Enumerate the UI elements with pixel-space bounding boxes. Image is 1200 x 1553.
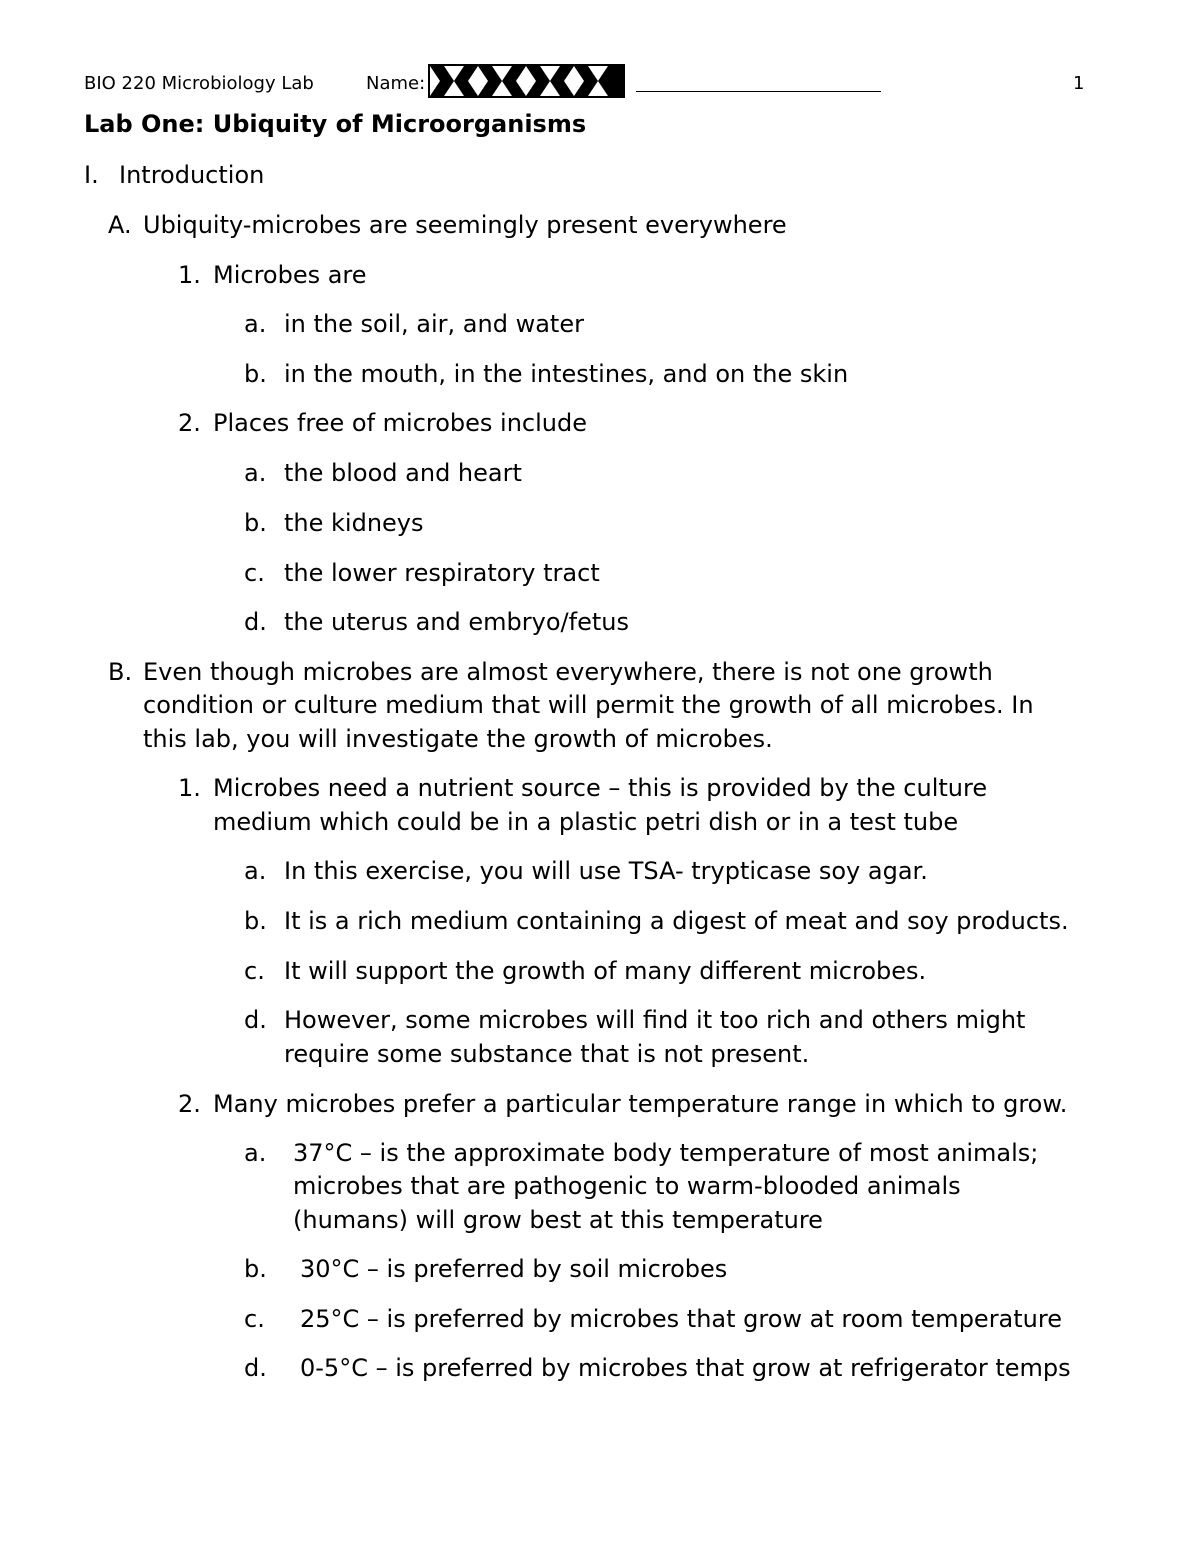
- section-heading: Introduction: [119, 161, 265, 189]
- outline-item-B2b: 30°C – is preferred by soil microbes: [300, 1255, 728, 1283]
- outline-item-B1b: It is a rich medium containing a digest of meat and soy products.: [284, 907, 1069, 935]
- page-number: 1: [1073, 73, 1085, 94]
- outline-marker-A1: 1.: [178, 261, 201, 289]
- outline-marker-A2: 2.: [178, 409, 201, 437]
- outline-item-B1c: It will support the growth of many different microbes.: [284, 957, 927, 985]
- outline-marker-A2a: a.: [244, 459, 267, 487]
- outline-item-B2a-line2: microbes that are pathogenic to warm-blooded animals: [293, 1172, 961, 1200]
- outline-item-B1d-line1: However, some microbes will find it too rich and others might: [284, 1006, 1026, 1034]
- outline-item-B1d-line2: require some substance that is not present.: [284, 1040, 810, 1068]
- outline-item-B2a-line3: (humans) will grow best at this temperature: [293, 1206, 823, 1234]
- outline-marker-B1a: a.: [244, 857, 267, 885]
- section-marker: I.: [84, 161, 99, 189]
- outline-marker-B2d: d.: [244, 1354, 267, 1382]
- outline-item-A2d: the uterus and embryo/fetus: [284, 608, 629, 636]
- outline-item-B1-line1: Microbes need a nutrient source – this is provided by the culture: [213, 774, 988, 802]
- course-name: BIO 220 Microbiology Lab: [84, 73, 314, 94]
- outline-marker-B1b: b.: [244, 907, 267, 935]
- outline-item-B-line2: condition or culture medium that will permit the growth of all microbes. In: [143, 691, 1034, 719]
- redacted-name-box: [428, 64, 625, 98]
- outline-item-A1a: in the soil, air, and water: [284, 310, 584, 338]
- outline-item-B2d: 0-5°C – is preferred by microbes that grow at refrigerator temps: [300, 1354, 1071, 1382]
- outline-marker-B1d: d.: [244, 1006, 267, 1034]
- outline-item-B1-line2: medium which could be in a plastic petri dish or in a test tube: [213, 808, 959, 836]
- outline-marker-B2b: b.: [244, 1255, 267, 1283]
- outline-marker-A2b: b.: [244, 509, 267, 537]
- outline-item-A2a: the blood and heart: [284, 459, 522, 487]
- outline-item-A2b: the kidneys: [284, 509, 424, 537]
- outline-item-B-line1: Even though microbes are almost everywhere, there is not one growth: [143, 658, 993, 686]
- name-underline: [636, 91, 881, 92]
- outline-item-B2: Many microbes prefer a particular temperature range in which to grow.: [213, 1090, 1068, 1118]
- outline-item-A1: Microbes are: [213, 261, 367, 289]
- outline-marker-A: A.: [108, 211, 132, 239]
- outline-item-B2c: 25°C – is preferred by microbes that grow at room temperature: [300, 1305, 1062, 1333]
- outline-item-B2a-line1: 37°C – is the approximate body temperature of most animals;: [293, 1139, 1039, 1167]
- name-label: Name:: [366, 73, 426, 94]
- lab-title: Lab One: Ubiquity of Microorganisms: [84, 110, 587, 138]
- outline-item-A2c: the lower respiratory tract: [284, 559, 600, 587]
- outline-item-B1a: In this exercise, you will use TSA- trypticase soy agar.: [284, 857, 928, 885]
- outline-item-B-line3: this lab, you will investigate the growth of microbes.: [143, 725, 773, 753]
- outline-marker-A1b: b.: [244, 360, 267, 388]
- outline-marker-A2c: c.: [244, 559, 265, 587]
- outline-marker-B2c: c.: [244, 1305, 265, 1333]
- outline-marker-B2: 2.: [178, 1090, 201, 1118]
- outline-marker-B2a: a.: [244, 1139, 267, 1167]
- outline-marker-B1: 1.: [178, 774, 201, 802]
- outline-marker-B1c: c.: [244, 957, 265, 985]
- outline-item-A: Ubiquity-microbes are seemingly present everywhere: [143, 211, 787, 239]
- outline-item-A2: Places free of microbes include: [213, 409, 588, 437]
- outline-item-A1b: in the mouth, in the intestines, and on the skin: [284, 360, 849, 388]
- outline-marker-A2d: d.: [244, 608, 267, 636]
- outline-marker-A1a: a.: [244, 310, 267, 338]
- outline-marker-B: B.: [108, 658, 133, 686]
